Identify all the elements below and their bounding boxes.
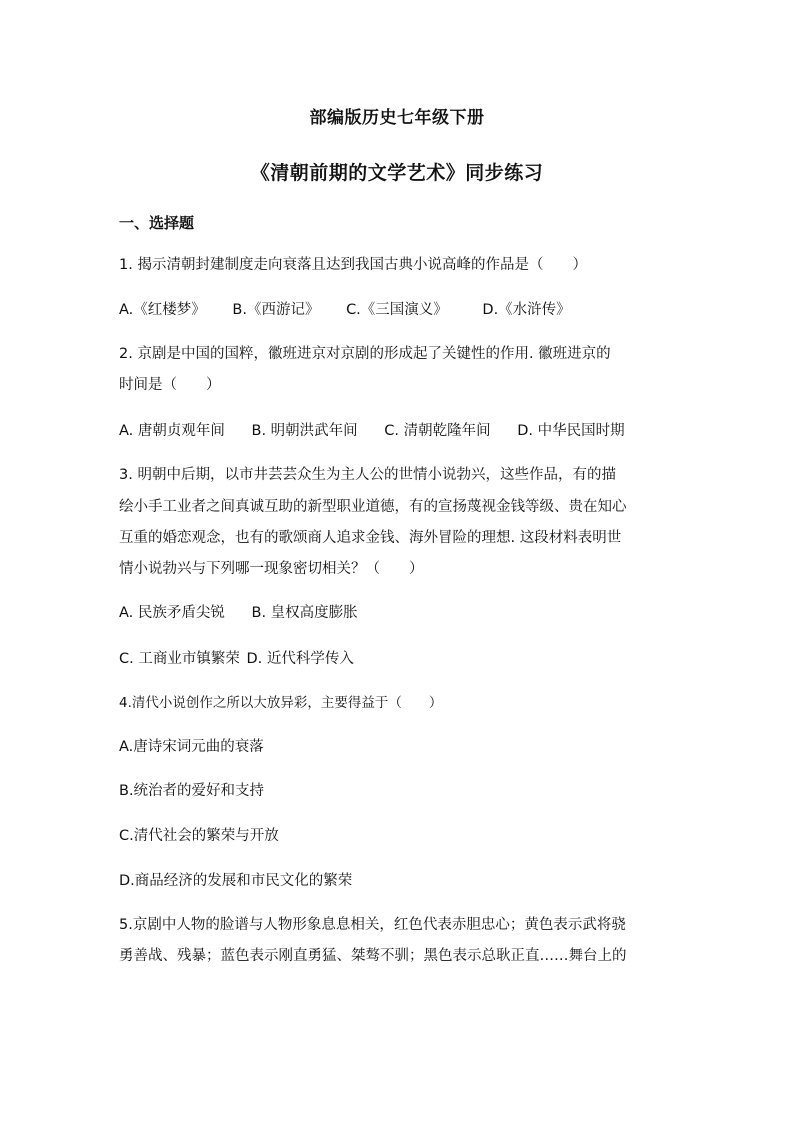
section-heading: 一、选择题	[119, 214, 195, 232]
question-2-option-d: D. 中华民国时期	[517, 423, 625, 439]
question-3-options-row1	[119, 600, 679, 626]
question-5-stem-line2: 勇善战、残暴；蓝色表示刚直勇猛、桀骜不驯；黑色表示总耿正直……舞台上的	[119, 948, 627, 964]
question-2-option-a: A. 唐朝贞观年间	[119, 423, 225, 439]
question-4-option-c: C.清代社会的繁荣与开放	[119, 828, 279, 844]
question-1-option-d: D.《水浒传》	[482, 302, 571, 318]
question-3-option-d: D. 近代科学传入	[246, 651, 354, 667]
question-1-options	[119, 297, 679, 323]
question-1-option-b: B.《西游记》	[232, 302, 320, 318]
question-2-stem-line2: 时间是（ ）	[119, 377, 221, 393]
question-1-option-a: A.《红楼梦》	[119, 302, 206, 318]
question-4-option-d: D.商品经济的发展和市民文化的繁荣	[119, 873, 353, 889]
question-2-option-b: B. 明朝洪武年间	[251, 423, 358, 439]
question-4-option-b: B.统治者的爱好和支持	[119, 783, 265, 799]
document-title: 部编版历史七年级下册	[309, 108, 485, 128]
question-3-option-c: C. 工商业市镇繁荣	[119, 651, 240, 667]
question-2-stem-line1: 2. 京剧是中国的国粹，徽班进京对京剧的形成起了关键性的作用. 徽班进京的	[119, 346, 611, 362]
question-2-options	[119, 418, 679, 444]
question-3-stem-line4: 情小说勃兴与下列哪一现象密切相关？（ ）	[119, 561, 424, 577]
document-subtitle: 《清朝前期的文学艺术》同步练习	[250, 162, 544, 184]
question-3-stem-line1: 3. 明朝中后期，以市井芸芸众生为主人公的世情小说勃兴，这些作品，有的描	[119, 467, 616, 483]
question-3-option-b: B. 皇权高度膨胀	[251, 605, 358, 621]
question-3-options-row2	[119, 646, 679, 672]
question-3-option-a: A. 民族矛盾尖锐	[119, 605, 225, 621]
question-2-option-c: C. 清朝乾隆年间	[384, 423, 491, 439]
question-3-stem-line2: 绘小手工业者之间真诚互助的新型职业道德，有的宣扬蔑视金钱等级、贵在知心	[119, 499, 627, 515]
question-4-stem: 4.清代小说创作之所以大放异彩，主要得益于（ ）	[119, 695, 443, 711]
question-3-stem-line3: 互重的婚恋观念，也有的歌颂商人追求金钱、海外冒险的理想. 这段材料表明世	[119, 530, 622, 546]
question-1-stem: 1. 揭示清朝封建制度走向衰落且达到我国古典小说高峰的作品是（ ）	[119, 257, 587, 273]
question-4-option-a: A.唐诗宋词元曲的衰落	[119, 739, 264, 755]
question-5-stem-line1: 5.京剧中人物的脸谱与人物形象息息相关，红色代表赤胆忠心；黄色表示武将骁	[119, 917, 626, 933]
question-1-option-c: C.《三国演义》	[346, 302, 448, 318]
